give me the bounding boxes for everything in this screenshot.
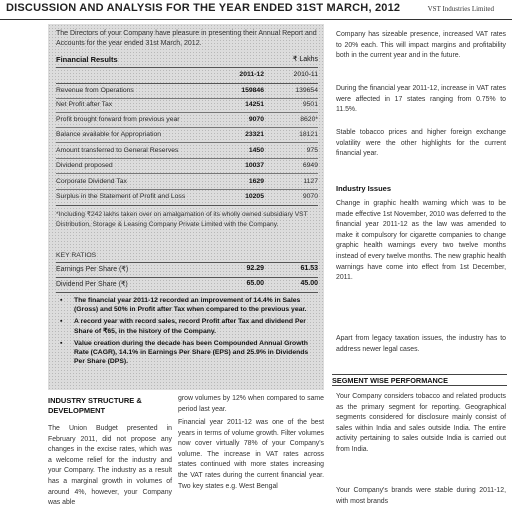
table-row	[56, 131, 318, 142]
company-name: VST Industries Limited	[427, 5, 494, 13]
year-header-row	[56, 71, 318, 82]
value-current: 14251	[245, 101, 264, 108]
page-title: DISCUSSION AND ANALYSIS FOR THE YEAR ENDED 31ST MARCH, 2012	[6, 2, 401, 14]
table-row	[56, 87, 318, 98]
value-previous: 61.53	[300, 265, 318, 272]
row-label: Earnings Per Share (₹)	[56, 266, 129, 273]
row-divider	[56, 173, 318, 174]
key-ratios-heading: KEY RATIOS	[56, 252, 97, 259]
value-current: 23321	[245, 131, 264, 138]
value-previous: 9501	[302, 101, 318, 108]
year-previous: 2010-11	[293, 71, 318, 78]
financial-results-heading	[56, 55, 318, 67]
row-divider	[56, 142, 318, 143]
row-label: Revenue from Operations	[56, 87, 134, 94]
table-rule	[56, 292, 318, 293]
amalgamation-note: *Including ₹242 lakhs taken over on amalgamation of its wholly owned subsidiary VST Distribution, Storage & Leasing Company Private Limited with the Company.	[56, 211, 308, 228]
value-previous: 975	[306, 147, 318, 154]
row-label: Net Profit after Tax	[56, 101, 113, 108]
value-current: 9070	[248, 116, 264, 123]
intro-paragraph: The Directors of your Company have pleasure in presenting their Annual Report and Accounts for the year ended 31st March, 2012.	[56, 30, 317, 48]
table-row	[56, 116, 318, 127]
right-paragraph-2: During the financial year 2011-12, increase in VAT rates were affected in 17 states ranging from 0.75% to 11.5%.	[336, 85, 506, 114]
table-row	[56, 101, 318, 112]
list-item: ▪ The financial year 2011-12 recorded an improvement of 14.4% in Sales (Gross) and 50% in Profit after Tax when compared to the previous year.	[58, 296, 320, 314]
table-rule	[56, 83, 318, 84]
industry-structure-heading: INDUSTRY STRUCTURE & DEVELOPMENT	[48, 396, 142, 415]
table-rule	[56, 205, 318, 206]
value-previous: 45.00	[300, 280, 318, 287]
middle-paragraph-1: grow volumes by 12% when compared to same period last year.	[178, 395, 324, 413]
row-divider	[56, 98, 318, 99]
table-row	[56, 162, 318, 173]
right-paragraph-6: Your Company considers tobacco and related products as the primary segment for reporting. Geographical segments considered for disclosure mainly consist of sales within India and sales outside India. The entire activity pertaining to sales outside India is carried out from India.	[336, 393, 506, 453]
table-rule	[56, 67, 318, 68]
value-previous: 6949	[302, 162, 318, 169]
row-label: Balance available for Appropriation	[56, 131, 162, 138]
table-row	[56, 263, 318, 277]
value-previous: 139654	[295, 87, 318, 94]
table-row	[56, 193, 318, 204]
table-row	[56, 178, 318, 189]
segment-performance-heading: SEGMENT WISE PERFORMANCE	[332, 374, 507, 386]
row-label: Amount transferred to General Reserves	[56, 147, 179, 154]
right-paragraph-3: Stable tobacco prices and higher foreign exchange volatility were the other highlights for the current financial year.	[336, 129, 506, 158]
row-label: Dividend proposed	[56, 162, 113, 169]
right-paragraph-7: Your Company's brands were stable during 2011-12, with most brands	[336, 487, 506, 505]
list-item: ▪ A record year with record sales, record Profit after Tax and dividend Per Share of ₹65, in the history of the Company.	[58, 317, 320, 335]
value-previous: 1127	[303, 178, 318, 185]
value-previous: 8620*	[300, 116, 318, 123]
list-item: ▪ Value creation during the decade has been Compounded Annual Growth Rate (CAGR), 14.1% in Earnings Per Share (EPS) and 25.9% in Dividends Per Share (DPS).	[58, 339, 320, 367]
value-previous: 9070	[302, 193, 318, 200]
table-row	[56, 278, 318, 292]
value-previous: 18121	[299, 131, 318, 138]
page-header	[0, 0, 512, 20]
industry-issues-heading: Industry Issues	[336, 184, 392, 193]
row-label: Dividend Per Share (₹)	[56, 281, 128, 288]
value-current: 10037	[245, 162, 264, 169]
table-row	[56, 147, 318, 158]
value-current: 10205	[245, 193, 264, 200]
unit-label: ₹ Lakhs	[292, 56, 318, 63]
row-divider	[56, 158, 318, 159]
industry-structure-text: The Union Budget presented in February 2011, did not propose any changes in the excise rates, which was a welcome relief for the industry and your Company. The industry as a result has a marginal growth in volumes of around 4%, however, your Company was able	[48, 425, 172, 507]
highlights-list	[58, 296, 320, 369]
value-current: 1629	[248, 178, 264, 185]
middle-paragraph-2: Financial year 2011-12 was one of the best years in terms of volume growth. Filter volumes now cover virtually 78% of your Company's volume. The increase in VAT rates across states continued with more states increasing the VAT rates during the current financial year. Two key states e.g. West Bengal	[178, 419, 324, 490]
row-divider	[56, 112, 318, 113]
value-current: 1450	[248, 147, 264, 154]
right-paragraph-5: Apart from legacy taxation issues, the industry has to address newer legal cases.	[336, 335, 506, 353]
row-divider	[56, 127, 318, 128]
row-label: Surplus in the Statement of Profit and Loss	[56, 193, 186, 200]
financial-results-title: Financial Results	[56, 55, 118, 64]
row-label: Profit brought forward from previous year	[56, 116, 180, 123]
value-current: 65.00	[246, 280, 264, 287]
value-current: 92.29	[246, 265, 264, 272]
year-current: 2011-12	[239, 71, 264, 78]
value-current: 159846	[241, 87, 264, 94]
right-paragraph-1: Company has sizeable presence, increased VAT rates to 20% each. This will impact margins and profitability both in the current year and in the future.	[336, 31, 506, 60]
row-label: Corporate Dividend Tax	[56, 178, 127, 185]
right-paragraph-4: Change in graphic health warning which was to be made effective 1st November, 2010 was deferred to the financial year 2011-12 as the law was amended to make it compulsory for cigarette companies to change graphic health warnings every two twelve months instead of every twelve months. The new graphic health warnings have come into effect from 1st December, 2011.	[336, 200, 506, 282]
row-divider	[56, 189, 318, 190]
